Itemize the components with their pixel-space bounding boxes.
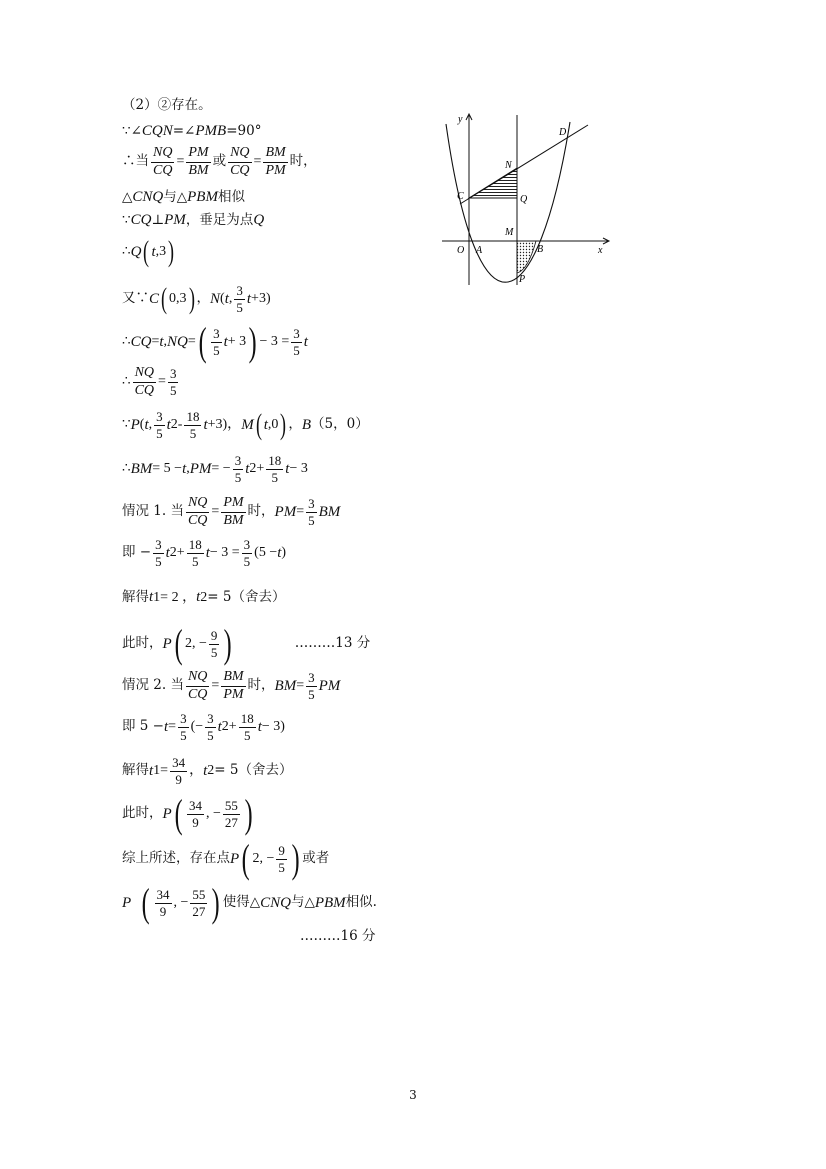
line-21: P ( $\frac{34}{9}$ , − $\frac{55}{27}$ ) 使得△ CNQ 与△ PBM 相似.	[122, 880, 377, 925]
fraction: $\frac{18}{5}$	[186, 409, 200, 441]
var: PBM	[187, 189, 218, 205]
fraction: $\frac{3}{5}$	[156, 409, 163, 441]
text: +	[256, 461, 265, 477]
var: PM	[164, 212, 186, 228]
text: ∵	[122, 416, 131, 433]
text: 0,3	[169, 291, 187, 307]
label-m: M	[505, 227, 514, 238]
line-6: ∴ Q ( t ,3 )	[122, 235, 175, 268]
line-19: 此时， P ( $\frac{34}{9}$ , − $\frac{55}{27}$ )	[122, 791, 253, 836]
line-22	[300, 930, 375, 944]
fraction: $\frac{3}{5}$	[180, 711, 187, 743]
text: ，垂足为点	[185, 211, 254, 228]
text: ⊥	[151, 211, 165, 228]
fraction: $\frac{3}{5}$	[243, 537, 251, 569]
line-20: 综上所述，存在点 P ( 2, − $\frac{9}{5}$ ) 或者	[122, 836, 330, 881]
text: = 2 ，	[160, 589, 197, 605]
var: CQN	[141, 123, 173, 139]
var: P	[162, 635, 172, 652]
var: CQ	[130, 212, 152, 228]
text: =	[168, 719, 177, 735]
text: +3)，	[207, 417, 242, 433]
text: 时，	[247, 503, 275, 520]
var: t	[203, 762, 208, 779]
line-11	[122, 454, 308, 484]
label-p: P	[519, 274, 526, 285]
line-4	[122, 190, 245, 205]
text: = −	[211, 461, 231, 477]
var: t	[165, 544, 170, 561]
text: =	[211, 678, 220, 694]
text: 此时，	[122, 635, 163, 652]
var: t	[224, 290, 229, 307]
var: t	[263, 416, 268, 433]
text: 情况 2. 当	[122, 677, 184, 694]
label-o: O	[457, 245, 465, 256]
var: t	[182, 460, 187, 477]
label-b: B	[537, 244, 544, 255]
var: P	[122, 894, 132, 911]
var: t	[285, 460, 290, 477]
text: 2, −	[252, 851, 275, 866]
text: ∴	[122, 333, 131, 350]
var: t	[166, 416, 171, 433]
text: ∴	[122, 373, 131, 390]
text: 相似.	[345, 894, 377, 911]
text: 即 5 −	[122, 718, 164, 735]
line-1	[122, 99, 212, 113]
label-x: x	[598, 245, 603, 256]
fraction: $\frac{NQ}{CQ}$	[230, 145, 250, 178]
text: 2	[200, 589, 208, 605]
fraction: $\frac{9}{5}$	[210, 627, 218, 660]
fraction: $\frac{3}{5}$	[213, 325, 220, 358]
label-a: A	[476, 245, 483, 256]
text: +3)	[251, 291, 271, 307]
var: BM	[274, 677, 297, 694]
line-5	[122, 213, 264, 228]
fraction: $\frac{18}{5}$	[240, 711, 254, 743]
var: M	[241, 416, 254, 433]
text: 解得	[122, 588, 149, 605]
text: 2, −	[185, 636, 207, 651]
line-16	[122, 670, 340, 702]
text: 2	[170, 417, 178, 433]
text: , −	[206, 806, 221, 821]
text: − 3 =	[209, 545, 240, 561]
fraction: $\frac{55}{27}$	[224, 797, 238, 830]
fraction: $\frac{9}{5}$	[278, 842, 285, 875]
text: ,	[148, 417, 153, 433]
var: C	[149, 290, 160, 307]
fraction: $\frac{3}{5}$	[236, 283, 243, 315]
text: 2	[207, 763, 215, 779]
text: （2）②存在。	[122, 97, 212, 113]
text: + 3	[227, 334, 247, 349]
text: ,3	[155, 244, 167, 259]
var: PM	[274, 503, 297, 520]
line-7: 又∵ C ( 0,3 ) ， N ( t , $\frac{3}{5}$ t +3)	[122, 282, 271, 316]
var: t	[245, 460, 250, 477]
fraction: $\frac{BM}{PM}$	[265, 145, 286, 178]
text: 解得	[122, 762, 149, 779]
text: 或	[212, 153, 227, 170]
text: 1	[153, 589, 161, 605]
text: ∴	[122, 243, 131, 260]
fraction: $\frac{3}{5}$	[234, 453, 242, 485]
line-14	[122, 590, 285, 605]
text: -	[177, 417, 183, 433]
text: =	[211, 504, 220, 520]
var: t	[246, 290, 252, 307]
text: 或者	[302, 850, 330, 867]
text: (5 −	[254, 545, 278, 561]
line-2	[122, 124, 261, 139]
var: PMB	[195, 123, 227, 139]
text: ∴	[122, 460, 131, 477]
line-9	[122, 366, 180, 398]
fraction: $\frac{BM}{PM}$	[223, 669, 244, 702]
line-13	[122, 538, 286, 568]
text: − 3	[289, 461, 308, 477]
text: ，	[288, 416, 302, 433]
text: = 5（舍去）	[207, 588, 286, 605]
text: 情况 1. 当	[122, 503, 184, 520]
score-marker: ………13 分	[294, 635, 371, 652]
text: = 5（舍去）	[214, 762, 293, 779]
var: t	[149, 762, 154, 779]
text: (	[220, 291, 225, 307]
text: 与△	[290, 894, 315, 911]
text: , −	[173, 895, 189, 910]
var: t	[151, 243, 156, 260]
text: =	[187, 334, 196, 349]
line-8: ∴ CQ = t , NQ = ( $\frac{3}{5}$ t + 3 ) − 3 = $\frac{3}{5}$ t	[122, 319, 308, 364]
line-17	[122, 712, 285, 742]
var: NQ	[167, 333, 188, 350]
var: t	[196, 589, 201, 605]
parabola-figure	[438, 110, 613, 290]
fraction: $\frac{3}{5}$	[155, 537, 162, 569]
text: 此时，	[122, 805, 163, 822]
text: =	[296, 504, 305, 520]
text: =∠	[172, 122, 196, 139]
text: ,	[186, 461, 190, 477]
score-marker: ………16 分	[300, 928, 376, 944]
var: t	[303, 333, 308, 350]
fraction: $\frac{34}{9}$	[172, 755, 186, 787]
label-y: y	[458, 114, 463, 125]
text: =90°	[226, 122, 262, 139]
text: +	[228, 719, 237, 735]
fraction: $\frac{55}{27}$	[192, 886, 206, 919]
fraction: $\frac{NQ}{CQ}$	[134, 365, 155, 398]
fraction: $\frac{NQ}{CQ}$	[187, 495, 208, 528]
fraction: $\frac{3}{5}$	[169, 366, 177, 398]
text: 即 −	[122, 544, 152, 561]
text: ,	[228, 291, 233, 307]
text: =	[158, 374, 166, 390]
text: ，	[189, 763, 204, 779]
var: CNQ	[132, 189, 164, 205]
var: t	[223, 333, 228, 350]
var: BM	[130, 460, 153, 477]
fraction: $\frac{3}{5}$	[293, 325, 300, 358]
text: )	[281, 545, 287, 561]
text: ，	[196, 290, 211, 307]
fraction: $\frac{34}{9}$	[189, 797, 202, 830]
var: t	[163, 718, 169, 735]
var: PM	[189, 460, 212, 477]
var: t	[159, 333, 164, 350]
fraction: $\frac{NQ}{CQ}$	[153, 145, 173, 178]
text: 使得△	[222, 894, 261, 911]
line-18	[122, 756, 292, 786]
text: 2	[169, 545, 177, 561]
fraction: $\frac{34}{9}$	[156, 886, 170, 919]
var: CNQ	[260, 894, 291, 911]
fraction: $\frac{18}{5}$	[268, 453, 282, 485]
text: +	[176, 545, 185, 561]
var: BM	[318, 503, 341, 520]
text: = 5 −	[152, 461, 183, 477]
var: t	[144, 416, 149, 433]
text: 与△	[163, 188, 188, 205]
fraction: $\frac{3}{5}$	[207, 711, 214, 743]
var: t	[205, 544, 210, 561]
var: t	[217, 718, 222, 735]
label-q: Q	[520, 194, 528, 205]
var: Q	[253, 212, 265, 228]
var: P	[162, 805, 172, 822]
line-12	[122, 496, 340, 528]
var: P	[230, 850, 240, 867]
text: − 3)	[261, 719, 285, 735]
label-n: N	[505, 160, 512, 171]
text: 又∵	[122, 290, 149, 307]
label-d: D	[559, 127, 567, 138]
var: PBM	[314, 894, 346, 911]
fraction: $\frac{18}{5}$	[188, 537, 202, 569]
text: ∵	[122, 211, 131, 228]
text: 时，	[289, 153, 317, 170]
text: =	[296, 678, 305, 694]
var: Q	[130, 243, 142, 260]
text: 时，	[247, 677, 275, 694]
var: P	[130, 416, 140, 433]
var: t	[149, 589, 154, 605]
text: 2	[249, 461, 257, 477]
var: B	[301, 416, 312, 433]
var: t	[257, 718, 262, 735]
text: 相似	[217, 188, 245, 205]
var: N	[210, 290, 221, 307]
text: 综上所述，存在点	[122, 850, 230, 867]
text: ∵∠	[122, 122, 142, 139]
fraction: $\frac{3}{5}$	[308, 496, 315, 528]
parabola-curve	[446, 122, 570, 282]
text: (	[139, 417, 145, 433]
text: 1	[153, 763, 161, 779]
text: =	[160, 763, 169, 779]
page-number: 3	[409, 1088, 417, 1102]
var: t	[277, 544, 282, 561]
text: =	[151, 334, 160, 349]
line-3: ∴当 $\frac{NQ}{CQ}$ = $\frac{PM}{BM}$ 或 $\frac{NQ}{CQ}$ = $\frac{BM}{PM}$ 时，	[122, 145, 317, 178]
var: PM	[318, 677, 341, 694]
text: − 3 =	[259, 334, 290, 349]
line-15: 此时， P ( 2, − $\frac{9}{5}$ ) ………13 分	[122, 621, 371, 666]
line-cd	[460, 125, 588, 204]
text: ,0	[267, 417, 279, 433]
fraction: $\frac{NQ}{CQ}$	[187, 669, 208, 702]
text: (−	[190, 719, 204, 735]
label-c: C	[457, 191, 464, 202]
text: ∴当	[122, 153, 149, 170]
fraction: $\frac{3}{5}$	[308, 670, 315, 702]
var: t	[203, 416, 208, 433]
text: △	[122, 188, 133, 205]
text: （5，0）	[311, 416, 369, 433]
fraction: $\frac{PM}{BM}$	[188, 145, 209, 178]
fraction: $\frac{PM}{BM}$	[223, 495, 244, 528]
line-10: ∵ P ( t , $\frac{3}{5}$ t 2 - $\frac{18}{5}$ t +3)， M ( t ,0 ) ， B （5，0）	[122, 408, 369, 442]
text: 2	[221, 719, 229, 735]
var: CQ	[130, 333, 152, 350]
text: ,	[163, 334, 168, 349]
